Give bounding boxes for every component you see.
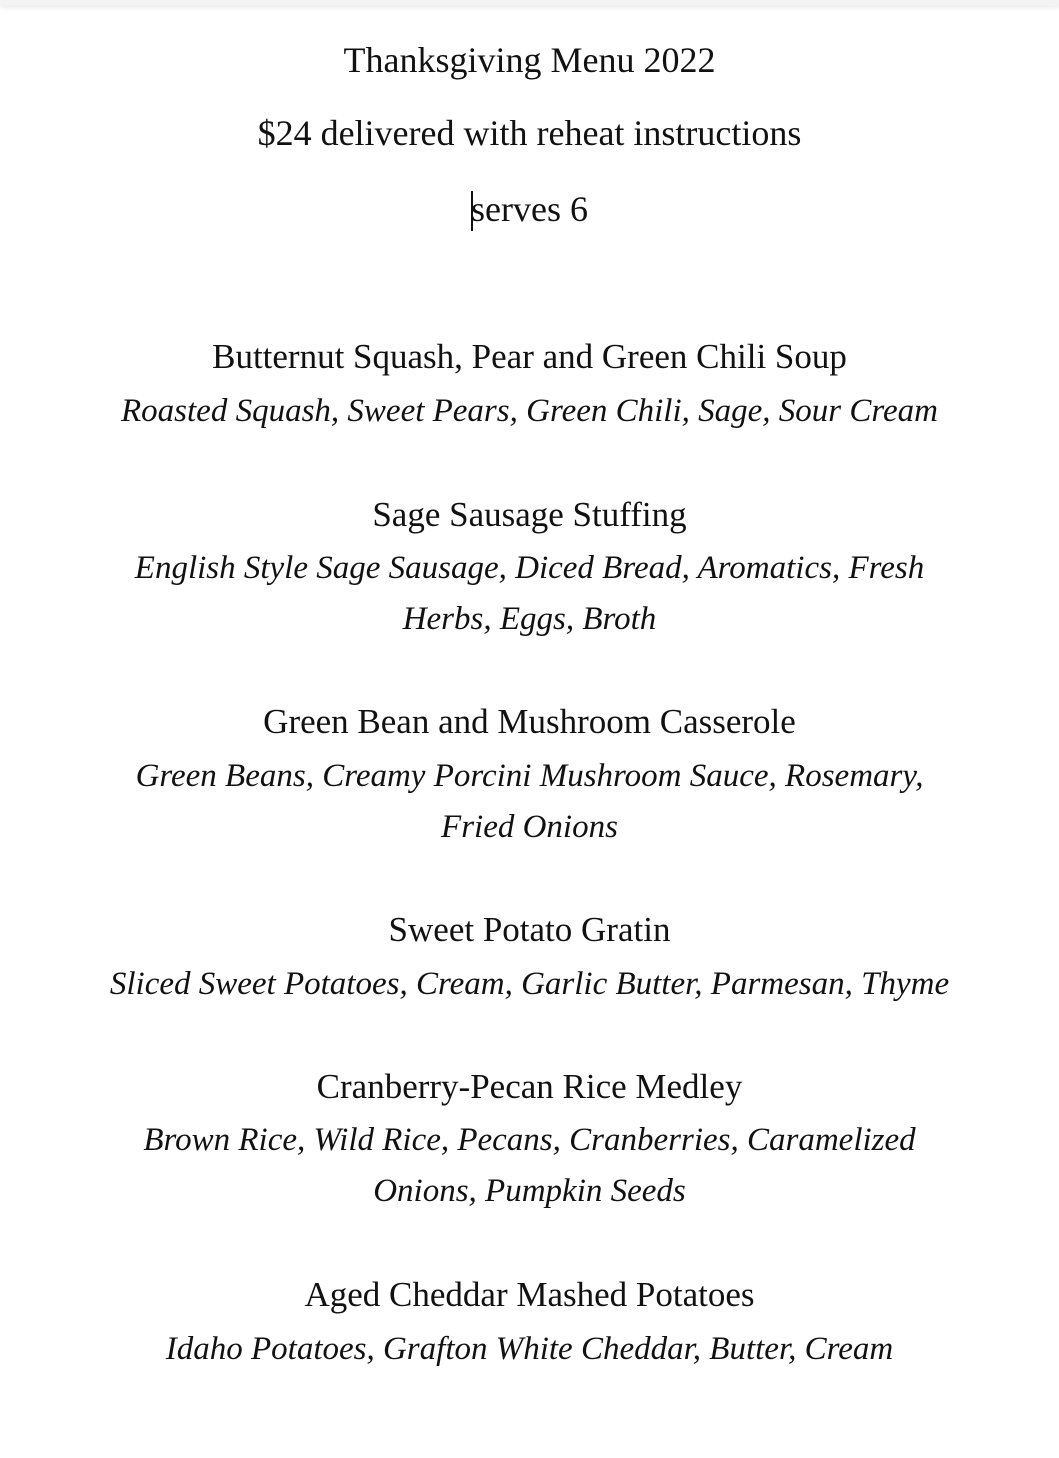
dish-description: Roasted Squash, Sweet Pears, Green Chili, Sage, Sour Cream (121, 393, 938, 429)
menu-title: Thanksgiving Menu 2022 (343, 40, 716, 80)
dish-name: Sweet Potato Gratin (388, 910, 671, 949)
dish-description: English Style Sage Sausage, Diced Bread, Aromatics, Fresh (134, 550, 925, 586)
dish-description: Fried Onions (441, 809, 618, 845)
dish-description: Sliced Sweet Potatoes, Cream, Garlic Butter, Parmesan, Thyme (109, 966, 950, 1002)
dish-name: Sage Sausage Stuffing (372, 495, 687, 534)
dish-description: Brown Rice, Wild Rice, Pecans, Cranberries, Caramelized (143, 1122, 916, 1158)
serves-line[interactable] (0, 187, 1059, 231)
dish-name: Green Bean and Mushroom Casserole (263, 702, 796, 741)
top-edge (0, 0, 1059, 6)
dish-description: Green Beans, Creamy Porcini Mushroom Sauce, Rosemary, (135, 758, 924, 794)
dish-name: Aged Cheddar Mashed Potatoes (304, 1275, 755, 1314)
dish-name: Cranberry-Pecan Rice Medley (316, 1067, 743, 1106)
dish-name: Butternut Squash, Pear and Green Chili Soup (212, 337, 847, 376)
dish-description: Onions, Pumpkin Seeds (373, 1173, 686, 1209)
dish-description: Herbs, Eggs, Broth (402, 601, 657, 637)
price-line: $24 delivered with reheat instructions (257, 113, 802, 153)
serves-text: serves 6 (471, 189, 588, 229)
dish-description: Idaho Potatoes, Grafton White Cheddar, Butter, Cream (165, 1331, 894, 1367)
